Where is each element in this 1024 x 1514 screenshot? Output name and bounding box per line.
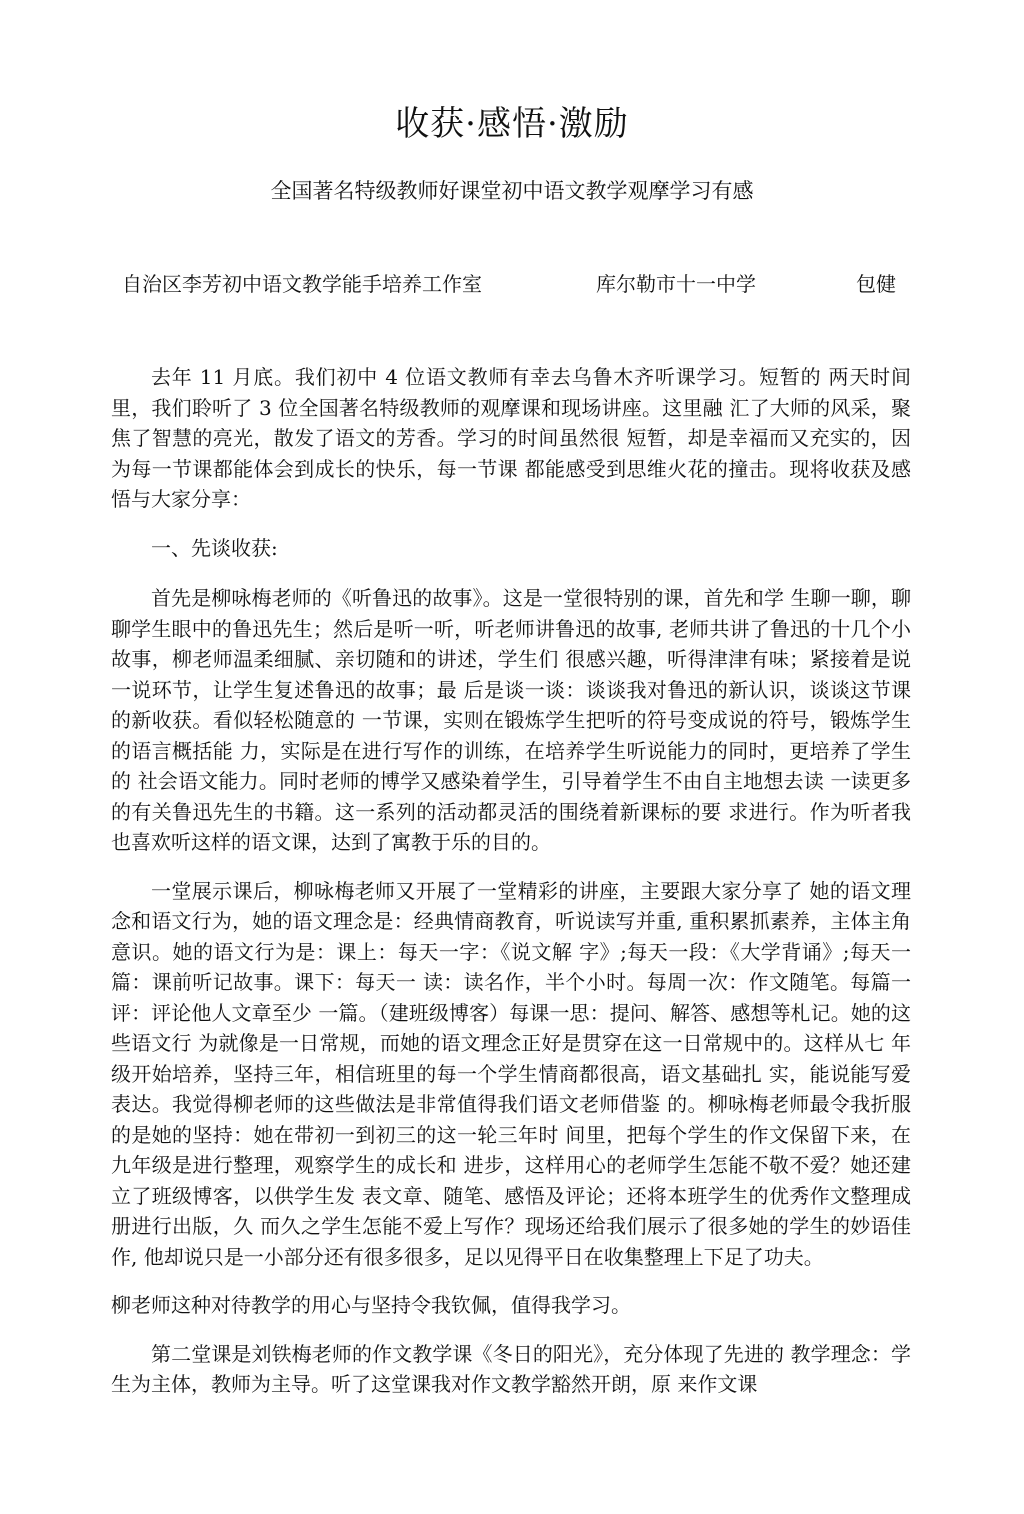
paragraph-first-lesson: 首先是柳咏梅老师的《听鲁迅的故事》。这是一堂很特别的课，首先和学 生聊一聊，聊聊学生眼中的鲁迅先生；然后是听一听，听老师讲鲁迅的故事, 老师共讲了鲁迅的十几个小故事，柳老师温柔细腻、亲切随和的讲述，学生们 很感兴趣，听得津津有味；紧接着是说一说环节，让学生复述鲁迅的故事；最 后是谈一谈：谈谈我对鲁迅的新认识，谈谈这节课的新收获。看似轻松随意的 一节课，实则在锻炼学生把听的符号变成说的符号，锻炼学生的语言概括能 力，实际是在进行写作的训练，在培养学生听说能力的同时，更培养了学生的 社会语文能力。同时老师的博学又感染着学生，引导着学生不由自主地想去读 一读更多的有关鲁迅先生的书籍。这一系列的活动都灵活的围绕着新课标的要 求进行。作为听者我也喜欢听这样的语文课，达到了寓教于乐的目的。 [111, 586, 911, 854]
paragraph-second-lesson: 第二堂课是刘铁梅老师的作文教学课《冬日的阳光》，充分体现了先进的 教学理念：学生为主体，教师为主导。听了这堂课我对作文教学豁然开朗，原 来作文课 [111, 1341, 911, 1396]
section-heading-harvest: 一、先谈收获: [151, 535, 278, 560]
byline-school: 库尔勒市十一中学 [596, 272, 756, 296]
byline-studio: 自治区李芳初中语文教学能手培养工作室 [122, 272, 482, 296]
document-body [111, 362, 911, 1418]
byline [0, 268, 1024, 300]
document-title: 收获·感悟·激励 [395, 104, 629, 144]
paragraph-admiration: 柳老师这种对待教学的用心与坚持令我钦佩，值得我学习。 [111, 1293, 631, 1317]
paragraph-intro: 去年 11 月底。我们初中 4 位语文教师有幸去乌鲁木齐听课学习。短暂的 两天时间里，我们聆听了 3 位全国著名特级教师的观摩课和现场讲座。这里融 汇了大师的风采，聚焦了智慧的亮光，散发了语文的芳香。学习的时间虽然很 短暂，却是幸福而又充实的，因为每一节课都能体会到成长的快乐，每一节课 都能感受到思维火花的撞击。现将收获及感悟与大家分享： [111, 365, 911, 511]
paragraph-lecture: 一堂展示课后，柳咏梅老师又开展了一堂精彩的讲座，主要跟大家分享了 她的语文理念和语文行为，她的语文理念是：经典情商教育，听说读写并重, 重积累抓素养，主体主角意识。她的语文行为是：课上：每天一字：《说文解 字》;每天一段：《大学背诵》;每天一篇：课前听记故事。课下：每天一 读：读名作，半个小时。每周一次：作文随笔。每篇一评：评论他人文章至少 一篇。（建班级博客）每课一思：提问、解答、感想等札记。她的这些语文行 为就像是一日常规，而她的语文理念正好是贯穿在这一日常规中的。这样从七 年级开始培养，坚持三年，相信班里的每一个学生情商都很高，语文基础扎 实，能说能写爱表达。我觉得柳老师的这些做法是非常值得我们语文老师借鉴 的。柳咏梅老师最令我折服的是她的坚持：她在带初一到初三的这一轮三年时 间里，把每个学生的作文保留下来，在九年级是进行整理，观察学生的成长和 进步，这样用心的老师学生怎能不敬不爱？她还建立了班级博客，以供学生发 表文章、随笔、感悟及评论；还将本班学生的优秀作文整理成册进行出版，久 而久之学生怎能不爱上写作？现场还给我们展示了很多她的学生的妙语佳作, 他却说只是一小部分还有很多很多，足以见得平日在收集整理上下足了功夫。 [111, 878, 911, 1269]
byline-author: 包健 [856, 272, 896, 296]
document-subtitle: 全国著名特级教师好课堂初中语文教学观摩学习有感 [270, 179, 754, 203]
